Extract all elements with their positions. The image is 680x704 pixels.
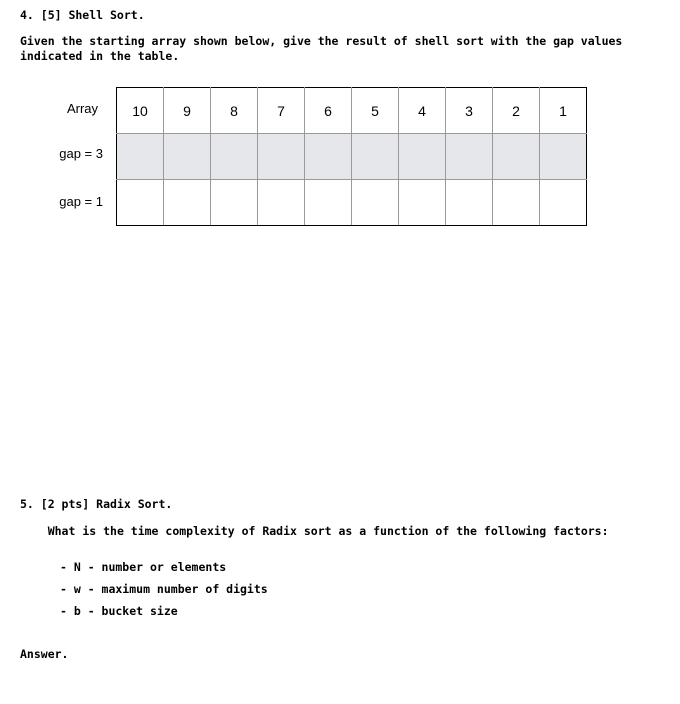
gap-1-row-label: gap = 1 [59,194,103,209]
array-cell: 4 [399,88,446,134]
gap-3-answer-cell[interactable] [164,134,211,180]
gap-3-row [117,134,587,180]
array-cell: 2 [493,88,540,134]
gap-3-answer-cell[interactable] [446,134,493,180]
answer-label: Answer. [20,647,69,661]
array-cell: 9 [164,88,211,134]
factor-n-item: - N - number or elements [60,560,227,574]
array-cell: 7 [258,88,305,134]
gap-3-answer-cell[interactable] [399,134,446,180]
gap-1-answer-cell[interactable] [211,180,258,226]
array-cell: 8 [211,88,258,134]
gap-1-answer-cell[interactable] [446,180,493,226]
question-4-heading: 4. [5] Shell Sort. [20,8,145,22]
gap-1-answer-cell[interactable] [164,180,211,226]
gap-3-answer-cell[interactable] [211,134,258,180]
array-cell: 6 [305,88,352,134]
array-row [117,88,587,134]
array-row-label: Array [66,101,98,116]
factor-w-item: - w - maximum number of digits [60,582,268,596]
gap-1-answer-cell[interactable] [117,180,164,226]
shell-sort-table [116,87,587,226]
array-cell: 1 [540,88,587,134]
gap-3-answer-cell[interactable] [540,134,587,180]
gap-3-answer-cell[interactable] [493,134,540,180]
question-5-prompt: What is the time complexity of Radix sort as a function of the following factors: [20,524,609,538]
factor-b-item: - b - bucket size [60,604,178,618]
gap-3-answer-cell[interactable] [258,134,305,180]
gap-3-answer-cell[interactable] [117,134,164,180]
gap-1-answer-cell[interactable] [258,180,305,226]
array-cell: 5 [352,88,399,134]
gap-1-answer-cell[interactable] [493,180,540,226]
gap-1-answer-cell[interactable] [540,180,587,226]
gap-3-answer-cell[interactable] [352,134,399,180]
gap-1-answer-cell[interactable] [352,180,399,226]
question-4-prompt: Given the starting array shown below, give the result of shell sort with the gap values indicated in the table. [20,34,630,63]
array-cell: 3 [446,88,493,134]
gap-3-row-label: gap = 3 [59,146,103,161]
question-5-heading: 5. [2 pts] Radix Sort. [20,497,173,511]
gap-1-answer-cell[interactable] [399,180,446,226]
gap-1-answer-cell[interactable] [305,180,352,226]
array-cell: 10 [117,88,164,134]
gap-1-row [117,180,587,226]
gap-3-answer-cell[interactable] [305,134,352,180]
